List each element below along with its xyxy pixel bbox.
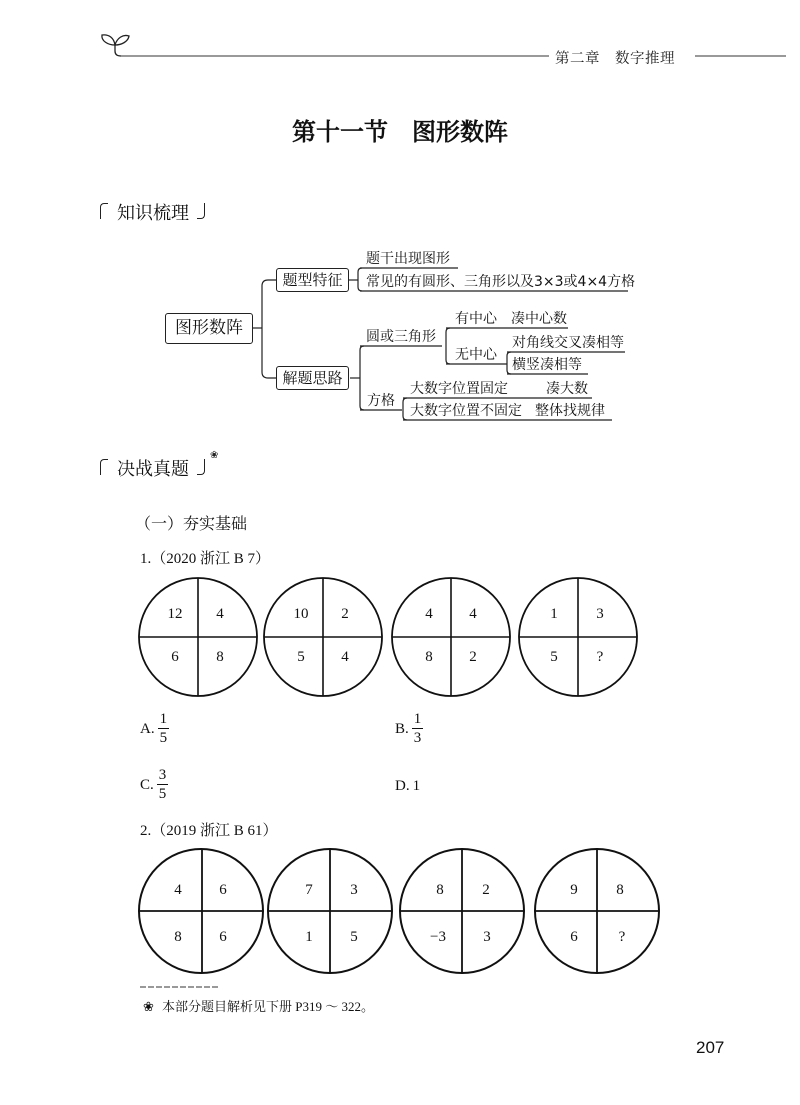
- knowledge-heading: 知识梳理: [117, 203, 189, 224]
- footnote-marker-icon: ❀: [210, 450, 219, 461]
- fraction: [157, 768, 169, 802]
- circle-value: 8: [174, 929, 182, 945]
- puzzle-circle: [519, 578, 637, 696]
- fraction: [158, 712, 170, 746]
- circle-value: 12: [167, 606, 183, 622]
- option-letter: A.: [140, 720, 155, 737]
- heading-bracket-right: [197, 203, 205, 219]
- circle-value: 8: [616, 882, 624, 898]
- question-figure: [132, 843, 672, 981]
- heading-bracket-left: [100, 459, 108, 475]
- section-title: 第十一节 图形数阵: [292, 118, 508, 146]
- circle-value: 2: [482, 882, 490, 898]
- circle-value: 9: [570, 882, 578, 898]
- circle-value: 6: [219, 882, 227, 898]
- fraction-numerator: 1: [159, 711, 168, 727]
- mindmap-without-center: 无中心: [455, 347, 497, 363]
- fraction-denominator: 5: [159, 730, 168, 746]
- circle-value: 4: [216, 606, 224, 622]
- fraction-denominator: 5: [158, 786, 167, 802]
- mindmap-grid-fixed-rule: 凑大数: [546, 381, 588, 397]
- fraction: [412, 712, 424, 746]
- chapter-label: 第二章 数字推理: [555, 51, 675, 67]
- circle-value: 1: [550, 606, 558, 622]
- question-mark-value: ?: [618, 929, 626, 945]
- puzzle-circle: [139, 578, 257, 696]
- circle-value: 4: [469, 606, 477, 622]
- circle-value: 4: [425, 606, 433, 622]
- circle-value: 10: [293, 606, 309, 622]
- option-value: 1: [412, 778, 421, 794]
- circle-value: 6: [219, 929, 227, 945]
- option-letter: D.: [395, 778, 410, 794]
- puzzle-circle: [392, 578, 510, 696]
- circle-value: 3: [596, 606, 604, 622]
- heading-bracket-left: [100, 203, 108, 219]
- mindmap-feature-item: 常见的有圆形、三角形以及3×3或4×4方格: [366, 274, 636, 290]
- circle-value: 3: [350, 882, 358, 898]
- puzzle-circle: [268, 849, 392, 973]
- mindmap-root: 图形数阵: [165, 313, 253, 344]
- question-figure: [130, 570, 650, 705]
- puzzle-circle: [400, 849, 524, 973]
- footnote: [143, 996, 374, 1015]
- circle-value: 8: [436, 882, 444, 898]
- mindmap-branch-approach: 解题思路: [276, 366, 349, 390]
- circle-value: 6: [171, 649, 179, 665]
- fraction-numerator: 1: [413, 711, 422, 727]
- mindmap-feature-item: 题干出现图形: [366, 251, 450, 267]
- footnote-text: 本部分题目解析见下册 P319 ～ 322。: [162, 999, 375, 1014]
- mindmap-with-center-rule: 凑中心数: [511, 311, 567, 327]
- circle-value: 5: [297, 649, 305, 665]
- circle-value: 2: [341, 606, 349, 622]
- footnote-marker-icon: ❀: [143, 1000, 154, 1015]
- question-mark-value: ?: [596, 649, 604, 665]
- option-c[interactable]: [140, 768, 168, 802]
- option-a[interactable]: [140, 712, 169, 746]
- option-letter: B.: [395, 720, 409, 737]
- mindmap-grid-not-fixed-rule: 整体找规律: [535, 403, 605, 419]
- practice-heading: 决战真题: [117, 459, 189, 480]
- circle-value: 8: [216, 649, 224, 665]
- option-d[interactable]: [395, 778, 420, 795]
- circle-value: 2: [469, 649, 477, 665]
- question-label: 1.（2020 浙江 B 7）: [140, 551, 271, 567]
- circle-value: 8: [425, 649, 433, 665]
- fraction-denominator: 3: [413, 730, 422, 746]
- puzzle-circle: [264, 578, 382, 696]
- page-number: 207: [696, 1038, 725, 1057]
- circle-value: 6: [570, 929, 578, 945]
- subsection-title: （一）夯实基础: [135, 514, 248, 533]
- circle-value: 5: [550, 649, 558, 665]
- circle-value: 4: [174, 882, 182, 898]
- mindmap-branch-features: 题型特征: [276, 268, 349, 292]
- mindmap-without-center-rule: 对角线交叉凑相等: [512, 335, 624, 351]
- mindmap-with-center: 有中心: [455, 311, 497, 327]
- mindmap-grid-fixed: 大数字位置固定: [410, 381, 508, 397]
- circle-value: 5: [350, 929, 358, 945]
- circle-value: 4: [341, 649, 349, 665]
- mindmap-circle-triangle: 圆或三角形: [366, 329, 436, 345]
- mindmap-without-center-rule: 横竖凑相等: [512, 357, 582, 373]
- sprout-icon: [102, 35, 129, 56]
- circle-value: 3: [483, 929, 491, 945]
- option-b[interactable]: [395, 712, 423, 746]
- puzzle-circle: [139, 849, 263, 973]
- option-letter: C.: [140, 776, 154, 793]
- circle-value: −3: [430, 929, 446, 945]
- mindmap-grid-not-fixed: 大数字位置不固定: [410, 403, 522, 419]
- fraction-numerator: 3: [158, 767, 167, 783]
- question-label: 2.（2019 浙江 B 61）: [140, 823, 278, 839]
- circle-value: 1: [305, 929, 313, 945]
- heading-bracket-right: [197, 459, 205, 475]
- mindmap-grid: 方格: [367, 393, 395, 409]
- puzzle-circle: [535, 849, 659, 973]
- circle-value: 7: [305, 882, 313, 898]
